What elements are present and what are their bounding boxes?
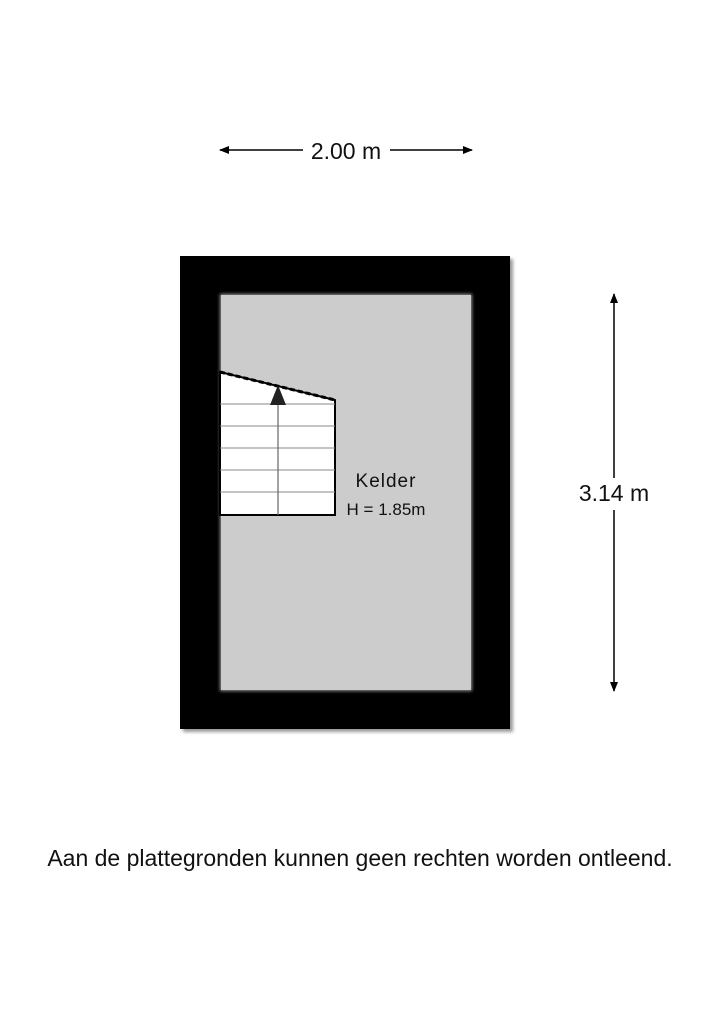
width-dimension-label: 2.00 m [310, 138, 382, 164]
room-name: Kelder [355, 471, 417, 492]
width-dimension [220, 138, 472, 164]
height-dimension [570, 294, 660, 691]
height-dimension-label: 3.14 m [578, 480, 650, 506]
room-height: H = 1.85m [346, 500, 426, 519]
disclaimer-text: Aan de plattegronden kunnen geen rechten worden ontleend. [47, 845, 673, 871]
